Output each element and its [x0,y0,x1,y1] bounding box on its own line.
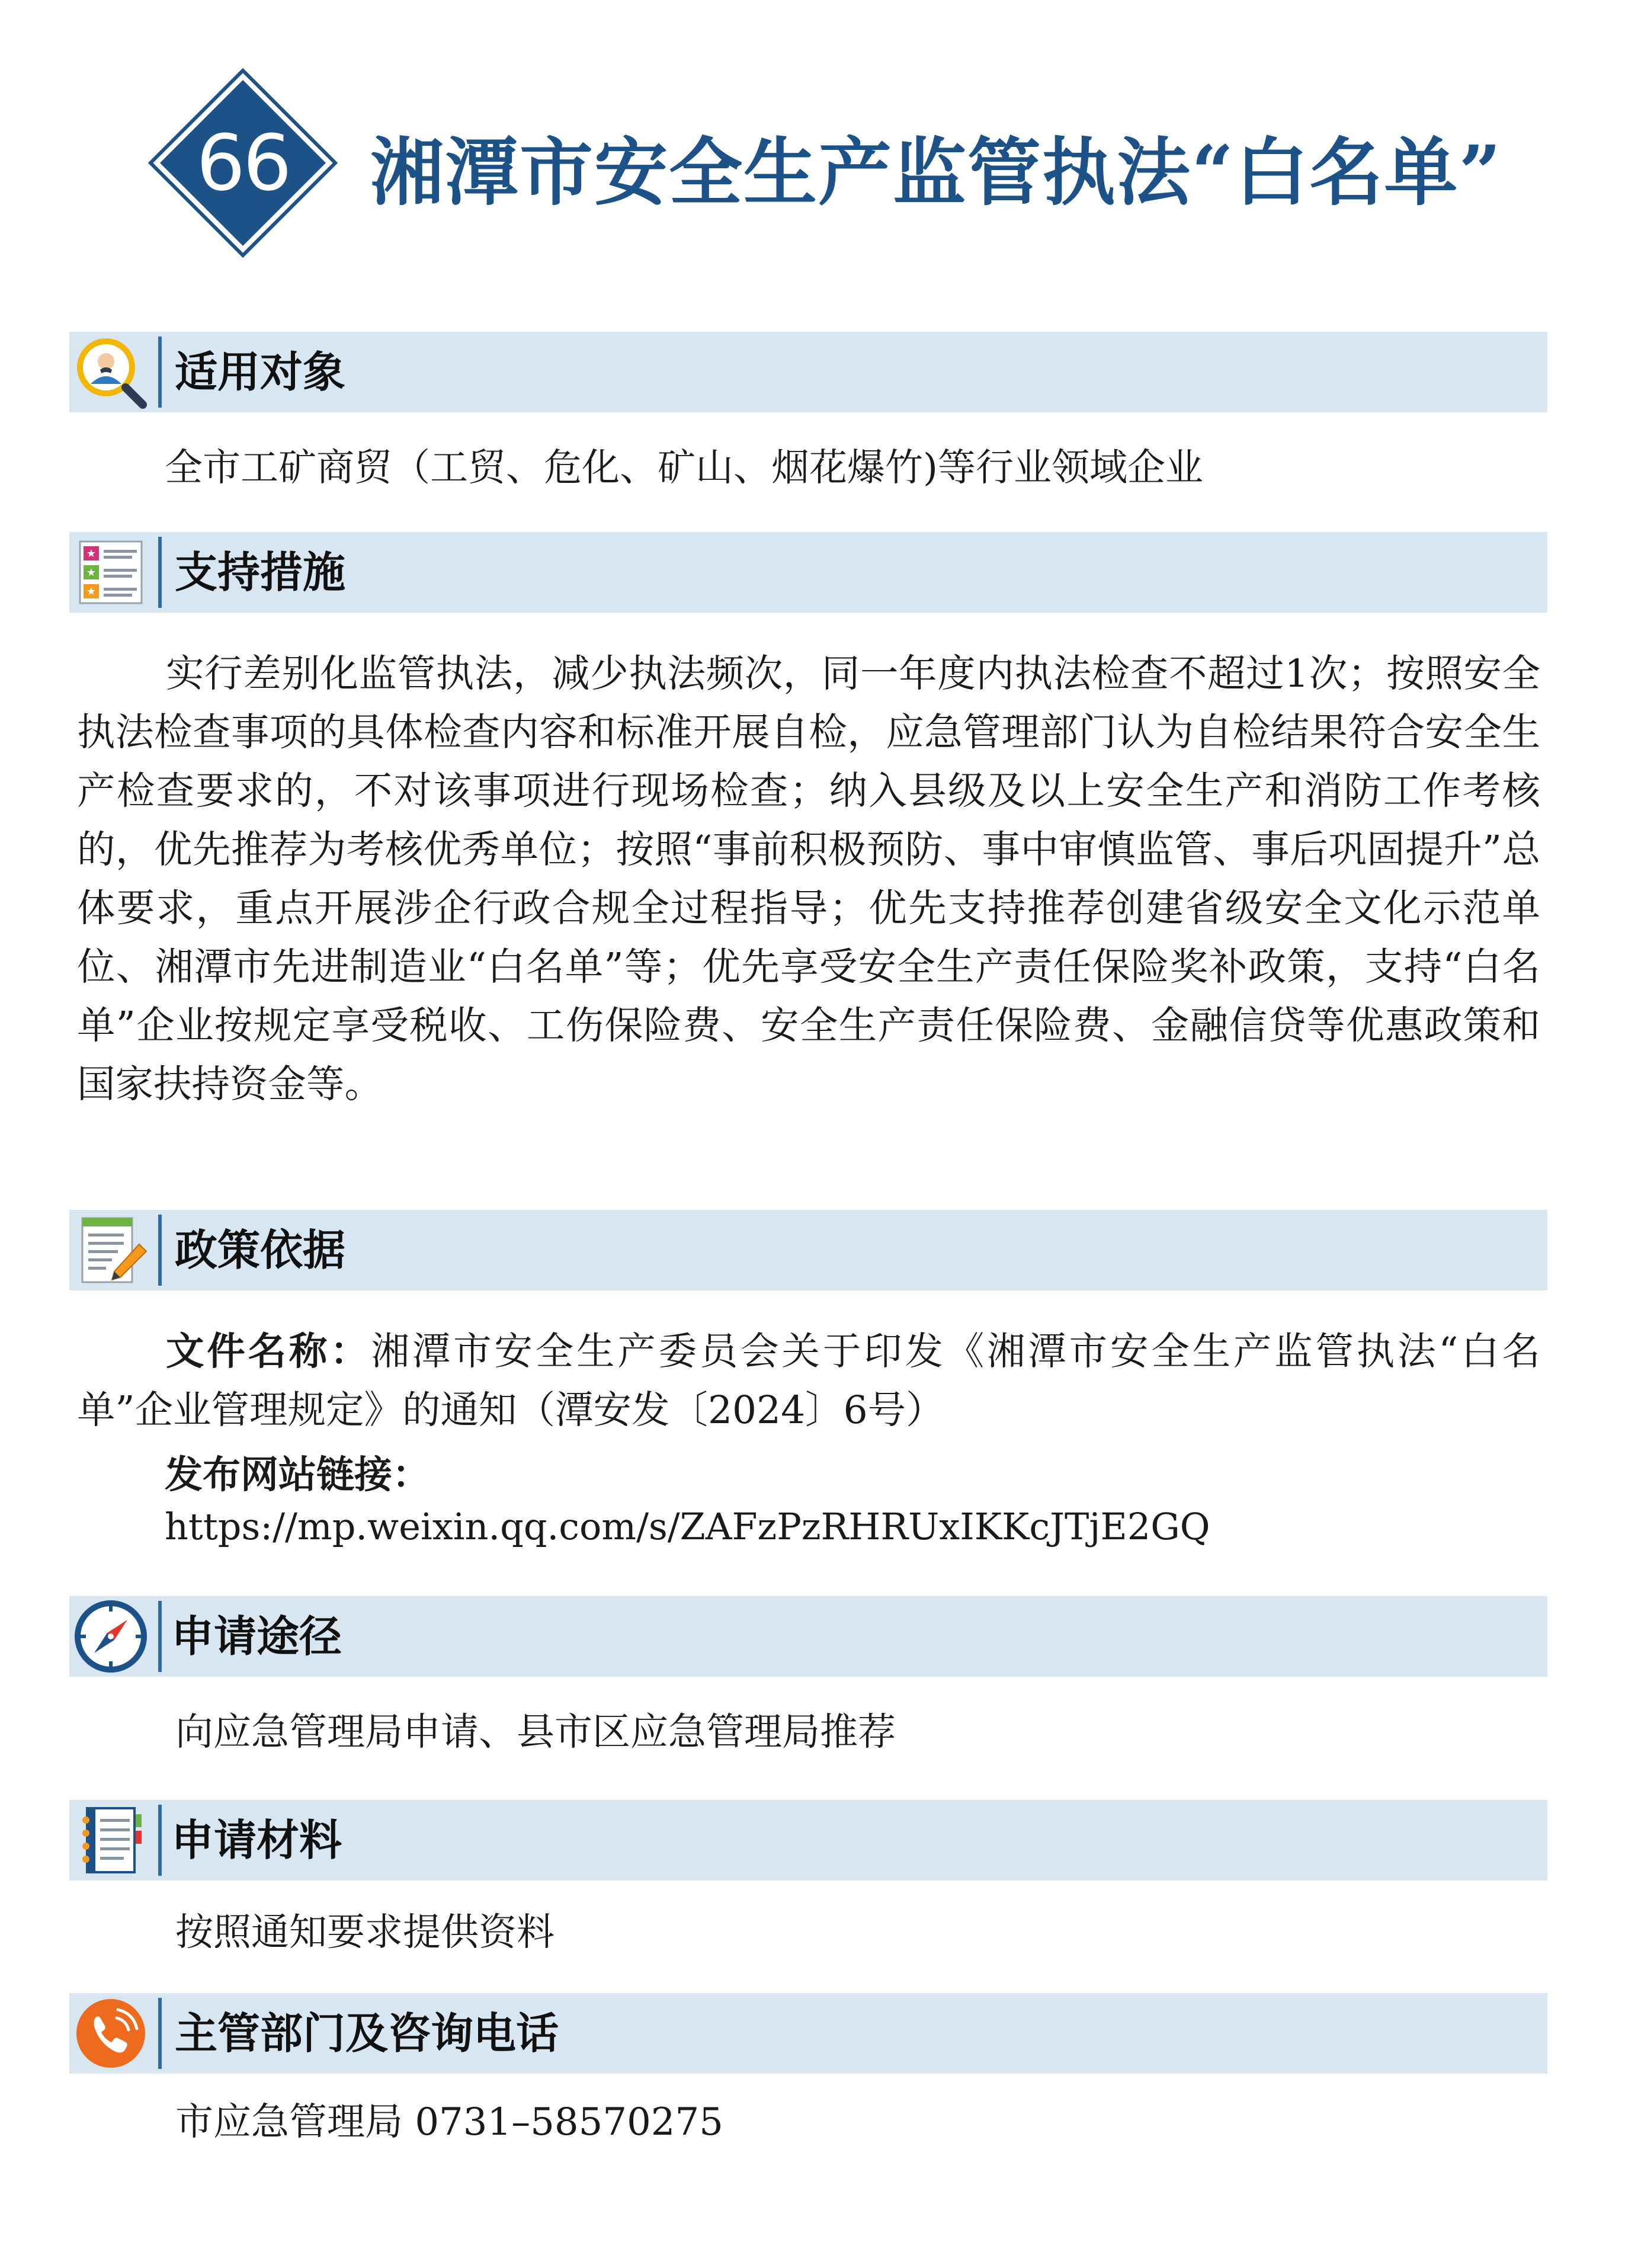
section-title: 主管部门及咨询电话 [175,2008,559,2058]
compass-icon [69,1596,152,1677]
policy-link-label: 发布网站链接： [165,1453,430,1497]
section-title: 支持措施 [175,547,346,597]
target-text: 全市工矿商贸（工贸、危化、矿山、烟花爆竹)等行业领域企业 [165,446,1203,490]
section-title: 申请材料 [171,1815,342,1865]
policy-file-name: 湘潭市安全生产委员会关于印发《湘潭市安全生产监管执法“白名单”企业管理规定》的通知（潭安发〔2024〕6号） [77,1330,1540,1433]
section-divider [158,1805,162,1876]
number-badge [148,68,338,258]
measures-text: 实行差别化监管执法，减少执法频次，同一年度内执法检查不超过1次；按照安全执法检查事项的具体检查内容和标准开展自检，应急管理部门认为自检结果符合安全生产检查要求的，不对该事项进行现场检查；纳入县级及以上安全生产和消防工作考核的，优先推荐为考核优秀单位；按照“事前积极预防、事中审慎监管、事后巩固提升”总体要求，重点开展涉企行政合规全过程指导；优先支持推荐创建省级安全文化示范单位、湘潭市先进制造业“白名单”等；优先享受安全生产责任保险奖补政策，支持“白名单”企业按规定享受税收、工伤保险费、安全生产责任保险费、金融信贷等优惠政策和国家扶持资金等。 [77,652,1540,1107]
section-title: 适用对象 [175,347,346,397]
page-title: 湘潭市安全生产监管执法“白名单” [370,130,1502,216]
section-materials-header [69,1800,1547,1881]
contact-text: 市应急管理局 0731–58570275 [175,2100,723,2144]
section-title: 政策依据 [175,1225,346,1275]
section-divider [158,1215,162,1286]
section-divider [158,537,162,608]
section-divider [158,337,162,408]
notebook-icon [69,1800,152,1881]
phone-icon [69,1993,152,2074]
policy-file [77,1322,1540,1440]
document-pen-icon [69,1210,152,1290]
checklist-icon [69,532,152,613]
policy-link-url[interactable]: https://mp.weixin.qq.com/s/ZAFzPzRHRUxIKKcJTjE2GQ [165,1505,1210,1548]
materials-text: 按照通知要求提供资料 [175,1911,555,1955]
apply-route-text: 向应急管理局申请、县市区应急管理局推荐 [175,1710,896,1754]
svg-text:★: ★ [86,566,97,579]
section-title: 申请途径 [171,1612,342,1661]
svg-text:★: ★ [86,547,97,560]
section-contact-header [69,1993,1547,2074]
section-divider [158,1998,162,2069]
section-divider [158,1601,162,1672]
search-person-icon [69,332,152,412]
section-policy-header [69,1210,1547,1290]
badge-number: 66 [196,118,290,208]
policy-file-label: 文件名称： [166,1330,371,1374]
section-measures-header [69,532,1547,613]
page-header [0,0,1625,278]
section-target-header [69,332,1547,412]
svg-text:★: ★ [86,585,97,598]
section-apply-route-header [69,1596,1547,1677]
